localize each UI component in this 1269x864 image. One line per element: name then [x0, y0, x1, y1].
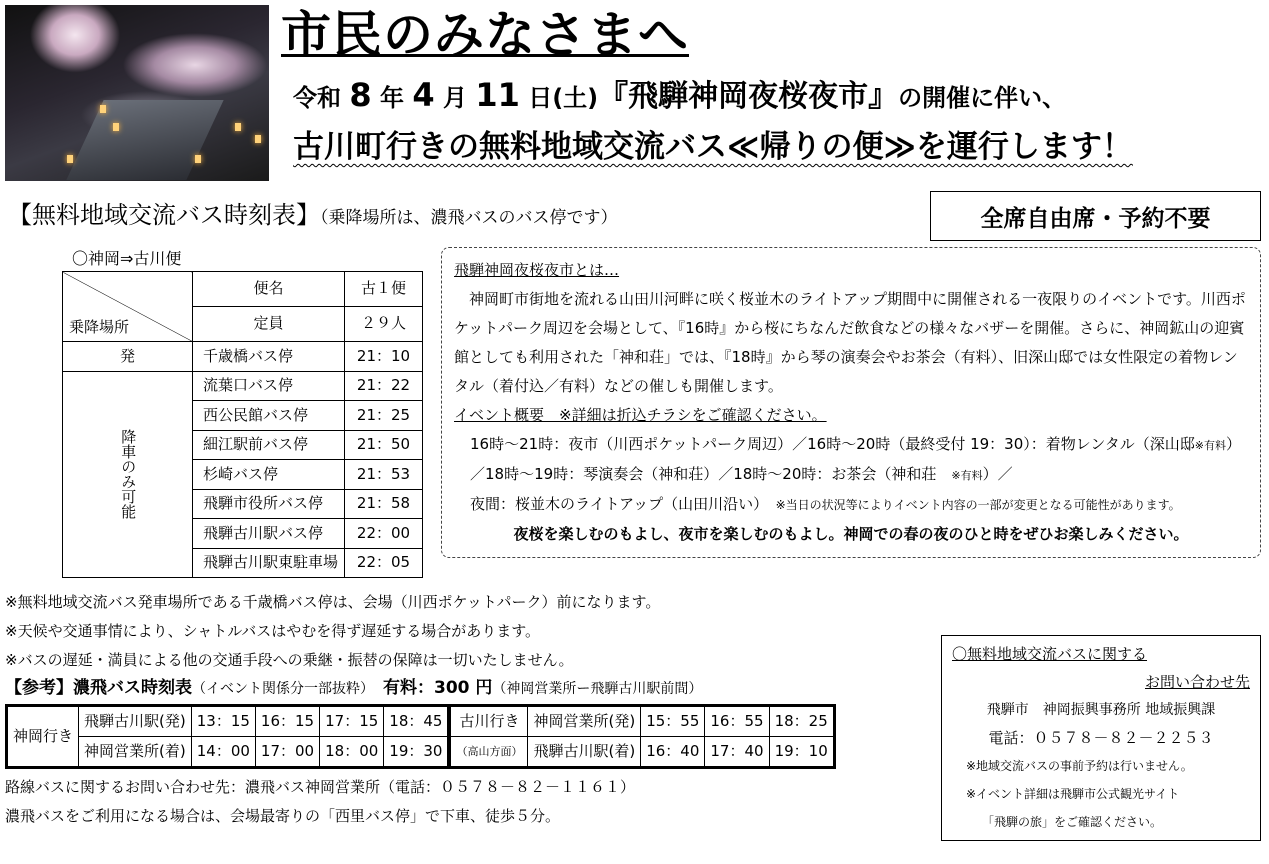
route-heading: 〇神岡⇒古川便	[72, 249, 182, 268]
table-row: 神岡営業所(着) 14：00 17：00 18：00 19：30 （高山方面） 飛騨古川駅(着) 16：40 17：40 19：10	[7, 737, 835, 768]
page-title: 市民のみなさまへ	[281, 6, 689, 64]
footer-line: 路線バスに関するお問い合わせ先：濃飛バス神岡営業所（電話：０５７８－８２－１１６１）	[5, 778, 636, 797]
table-row: 降車のみ可能 流葉口バス停 21：22	[63, 371, 423, 401]
contact-box: 〇無料地域交流バスに関する お問い合わせ先 飛騨市 神岡振興事務所 地域振興課 電話：０５７８－８２－２２５３ ※地域交流バスの事前予約は行いません。 ※イベント詳細は飛騨市公式観光サイト 「飛騨の旅」をご確認ください。	[941, 635, 1261, 841]
reference-heading: 【参考】濃飛バス時刻表（イベント関係分一部抜粋） 有料：300 円（神岡営業所ー飛騨古川駅前間）	[5, 678, 703, 698]
event-name: 『飛騨神岡夜桜夜市』	[598, 79, 899, 114]
table-row: 発 千歳橋バス停 21：10	[63, 342, 423, 372]
table-row: 杉崎バス停 21：53	[63, 460, 423, 490]
note: ※無料地域交流バス発車場所である千歳橋バス停は、会場（川西ポケットパーク）前になります。	[5, 593, 661, 611]
event-date-line: 令和 8 年 4 月 11 日(土)『飛騨神岡夜桜夜市』の開催に伴い、	[293, 76, 1067, 114]
free-bus-timetable: 乗降場所 便名 古１便 定員 ２９人 発 千歳橋バス停 21：10 降車のみ可能 流葉口バス停 21：22 西公民館バス停 21：25 細江駅前バス停 21：50 杉崎バス停 21：53 飛騨市役所バス停 21：58 飛騨古川駅バス停 22：00 飛騨古川駅東駐車場 22：05	[62, 271, 423, 578]
table-row: 飛騨古川駅バス停 22：00	[63, 519, 423, 549]
free-seating-badge: 全席自由席・予約不要	[930, 191, 1261, 241]
note: ※天候や交通事情により、シャトルバスはやむを得ず遅延する場合があります。	[5, 622, 541, 640]
table-row: 西公民館バス停 21：25	[63, 401, 423, 431]
nohi-bus-timetable	[5, 704, 836, 769]
headline: 古川町行きの無料地域交流バス≪帰りの便≫を運行します！	[293, 129, 1133, 165]
table-row: 飛騨古川駅東駐車場 22：05	[63, 548, 423, 578]
section-heading: 【無料地域交流バス時刻表】（乗降場所は、濃飛バスのバス停です）	[8, 201, 618, 230]
header	[5, 5, 1261, 181]
table-row: 細江駅前バス停 21：50	[63, 430, 423, 460]
event-info-box: 飛騨神岡夜桜夜市とは… 神岡町市街地を流れる山田川河畔に咲く桜並木のライトアップ期間中に開催される一夜限りのイベントです。川西ポケットパーク周辺を会場として、『16時』から桜にちなんだ飲食などの様々なバザーを開催。さらに、神岡鉱山の迎賓館としても利用された「神和荘」では、『18時』から琴の演奏会やお茶会（有料）、旧深山邸では女性限定の着物レンタル（着付込／有料）などの催しも開催します。 イベント概要 ※詳細は折込チラシをご確認ください。 16時～21時：夜市（川西ポケットパーク周辺）／16時～20時（最終受付 19：30）：着物レンタル（深山邸※有料） ／18時～19時：琴演奏会（神和荘）／18時～20時：お茶会（神和荘 ※有料）／ 夜間：桜並木のライトアップ（山田川沿い） ※当日の状況等によりイベント内容の一部が変更となる可能性があります。 夜桜を楽しむのもよし、夜市を楽しむのもよし。神岡での春の夜のひと時をぜひお楽しみください。	[441, 247, 1261, 558]
footer-line: 濃飛バスをご利用になる場合は、会場最寄りの「西里バス停」で下車、徒歩５分。	[5, 807, 561, 826]
note: ※バスの遅延・満員による他の交通手段への乗継・振替の保障は一切いたしません。	[5, 651, 574, 669]
night-cherry-blossom-photo	[5, 5, 269, 181]
table-row: 神岡行き 飛騨古川駅(発) 13：15 16：15 17：15 18：45 古川行き 神岡営業所(発) 15：55 16：55 18：25	[7, 706, 835, 737]
table-row: 飛騨市役所バス停 21：58	[63, 489, 423, 519]
